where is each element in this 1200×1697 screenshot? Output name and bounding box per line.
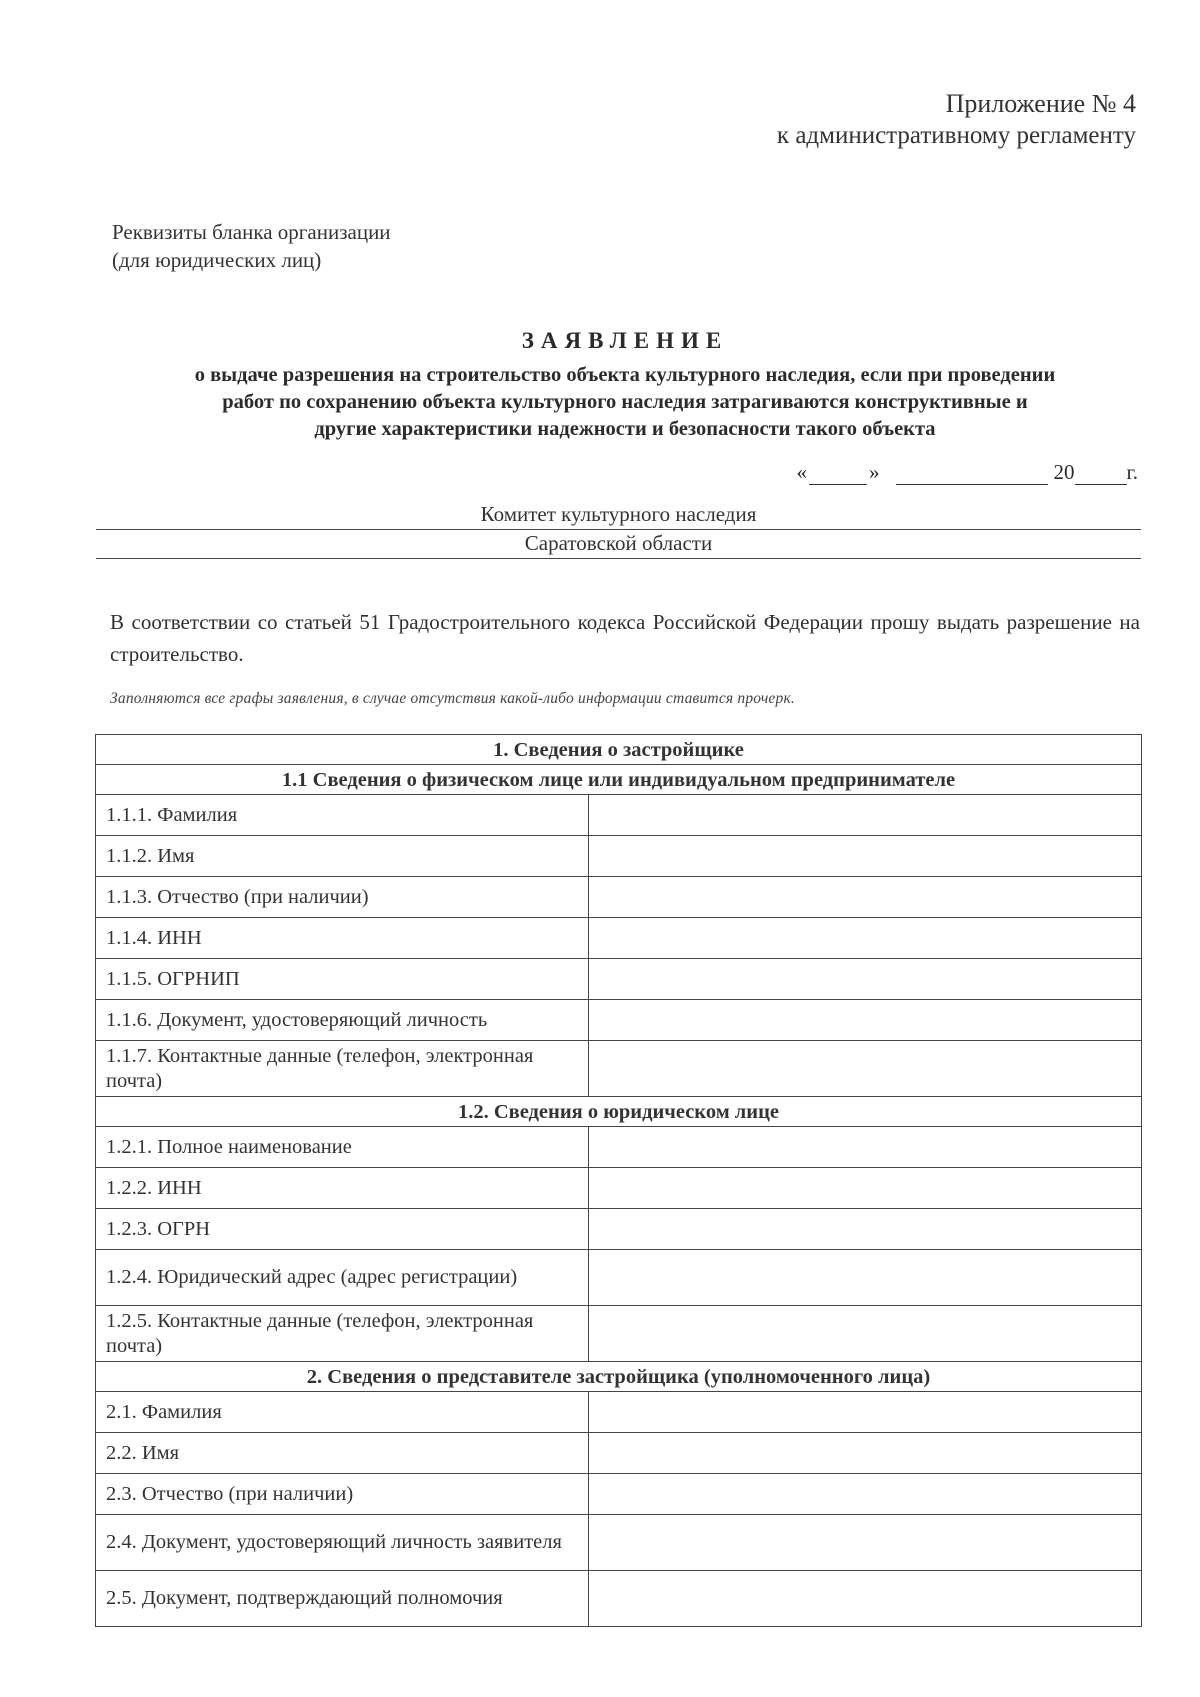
representative-label-2: 2.2. Имя [96, 1433, 589, 1474]
section-1-header-title: 1. Сведения о застройщике [96, 735, 1142, 765]
section-1-1-header [96, 765, 1142, 795]
legal-entity-value-field-2[interactable] [589, 1168, 1142, 1209]
legal-entity-label-4: 1.2.4. Юридический адрес (адрес регистрации) [96, 1250, 589, 1306]
document-title: ЗАЯВЛЕНИЕ [521, 328, 729, 353]
legal-entity-label-3: 1.2.3. ОГРН [96, 1209, 589, 1250]
document-subtitle [100, 362, 1150, 443]
legal-entity-value-field-1[interactable] [589, 1127, 1142, 1168]
legal-entity-label-1: 1.2.1. Полное наименование [96, 1127, 589, 1168]
committee-line-1 [96, 502, 1141, 527]
table-row [96, 795, 1142, 836]
representative-value-field-3[interactable] [589, 1474, 1142, 1515]
individual-label-5: 1.1.5. ОГРНИП [96, 959, 589, 1000]
requisites-line-2: (для юридических лиц) [112, 248, 322, 272]
section-2-header-title: 2. Сведения о представителе застройщика (уполномоченного лица) [96, 1362, 1142, 1392]
individual-label-2: 1.1.2. Имя [96, 836, 589, 877]
individual-value-field-1[interactable] [589, 795, 1142, 836]
committee-underline-1 [96, 529, 1141, 530]
appendix-number: Приложение № 4 [945, 89, 1136, 118]
committee-region: Саратовской области [524, 531, 713, 555]
individual-value-field-6[interactable] [589, 1000, 1142, 1041]
legal-entity-value-field-4[interactable] [589, 1250, 1142, 1306]
representative-label-3: 2.3. Отчество (при наличии) [96, 1474, 589, 1515]
representative-value-field-2[interactable] [589, 1433, 1142, 1474]
organization-requisites [112, 218, 391, 274]
table-row [96, 918, 1142, 959]
section-2-header [96, 1362, 1142, 1392]
committee-underline-2 [96, 558, 1141, 559]
committee-name: Комитет культурного наследия [480, 502, 757, 526]
table-row [96, 1250, 1142, 1306]
table-row [96, 1392, 1142, 1433]
table-row [96, 1127, 1142, 1168]
individual-label-7: 1.1.7. Контактные данные (телефон, электронная почта) [96, 1041, 589, 1097]
subtitle-line-1: о выдаче разрешения на строительство объекта культурного наследия, если при проведении [194, 364, 1056, 386]
legal-entity-label-2: 1.2.2. ИНН [96, 1168, 589, 1209]
intro-paragraph: В соответствии со статьей 51 Градостроительного кодекса Российской Федерации прошу выдать разрешение на строительство. [110, 610, 1140, 666]
section-1-2-header [96, 1097, 1142, 1127]
individual-value-field-2[interactable] [589, 836, 1142, 877]
table-row [96, 1571, 1142, 1627]
table-row [96, 959, 1142, 1000]
appendix-heading [536, 88, 1136, 152]
subtitle-line-2: работ по сохранению объекта культурного наследия затрагиваются конструктивные и [222, 391, 1028, 413]
year-prefix: 20 [1053, 460, 1075, 484]
date-close-quote: » [869, 460, 880, 484]
committee-line-2 [96, 531, 1141, 556]
individual-value-field-4[interactable] [589, 918, 1142, 959]
representative-value-field-1[interactable] [589, 1392, 1142, 1433]
individual-label-1: 1.1.1. Фамилия [96, 795, 589, 836]
individual-value-field-7[interactable] [589, 1041, 1142, 1097]
representative-label-4: 2.4. Документ, удостоверяющий личность заявителя [96, 1515, 589, 1571]
representative-value-field-5[interactable] [589, 1571, 1142, 1627]
individual-value-field-5[interactable] [589, 959, 1142, 1000]
section-1-header [96, 735, 1142, 765]
individual-value-field-3[interactable] [589, 877, 1142, 918]
table-row [96, 1041, 1142, 1097]
legal-entity-label-5: 1.2.5. Контактные данные (телефон, электронная почта) [96, 1306, 589, 1362]
subtitle-line-3: другие характеристики надежности и безопасности такого объекта [314, 418, 936, 440]
table-row [96, 877, 1142, 918]
year-blank[interactable] [1075, 465, 1127, 485]
table-row [96, 1209, 1142, 1250]
section-1-2-header-title: 1.2. Сведения о юридическом лице [96, 1097, 1142, 1127]
month-blank[interactable] [896, 465, 1048, 485]
date-field [795, 460, 1139, 485]
table-row [96, 1306, 1142, 1362]
table-row [96, 1433, 1142, 1474]
legal-entity-value-field-3[interactable] [589, 1209, 1142, 1250]
fill-instruction-note: Заполняются все графы заявления, в случае отсутствия какой-либо информации ставится прочерк. [110, 690, 795, 707]
table-row [96, 1000, 1142, 1041]
year-suffix: г. [1126, 460, 1138, 484]
representative-label-1: 2.1. Фамилия [96, 1392, 589, 1433]
individual-label-3: 1.1.3. Отчество (при наличии) [96, 877, 589, 918]
individual-label-4: 1.1.4. ИНН [96, 918, 589, 959]
requisites-line-1: Реквизиты бланка организации [112, 220, 391, 244]
table-row [96, 836, 1142, 877]
legal-entity-value-field-5[interactable] [589, 1306, 1142, 1362]
date-open-quote: « [796, 460, 807, 484]
section-1-1-header-title: 1.1 Сведения о физическом лице или индивидуальном предпринимателе [96, 765, 1142, 795]
appendix-reference: к административному регламенту [776, 122, 1136, 149]
day-blank[interactable] [809, 465, 867, 485]
applicant-form-table [95, 734, 1142, 1627]
table-row [96, 1168, 1142, 1209]
representative-value-field-4[interactable] [589, 1515, 1142, 1571]
table-row [96, 1515, 1142, 1571]
table-row [96, 1474, 1142, 1515]
representative-label-5: 2.5. Документ, подтверждающий полномочия [96, 1571, 589, 1627]
individual-label-6: 1.1.6. Документ, удостоверяющий личность [96, 1000, 589, 1041]
